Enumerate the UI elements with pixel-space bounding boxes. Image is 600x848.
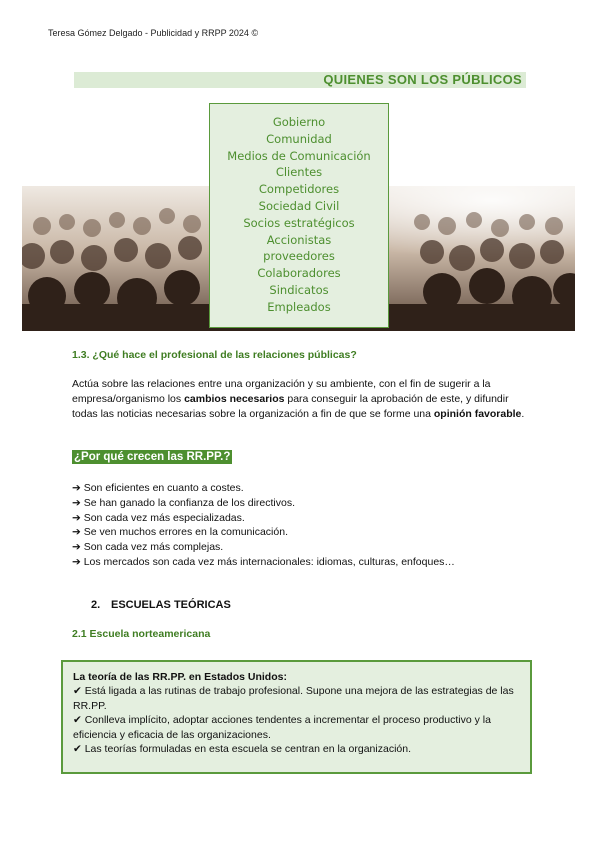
page-title: QUIENES SON LOS PÚBLICOS [323,72,522,87]
paragraph-text: . [521,408,525,420]
public-item: Medios de Comunicación [227,148,371,163]
why-item: ➔ Son eficientes en cuanto a costes. [72,482,244,494]
public-item: proveedores [263,249,335,264]
public-item: Comunidad [266,131,332,146]
theory-item: ✔ Las teorías formuladas en esta escuela se centran en la organización. [73,743,411,756]
title-bar [74,72,526,88]
why-item: ➔ Los mercados son cada vez más internacionales: idiomas, culturas, enfoques… [72,555,455,568]
why-item: ➔ Se han ganado la confianza de los directivos. [72,496,296,509]
paragraph-text: Actúa sobre las relaciones entre una organización y su ambiente, con el fin de sugerir a la empresa/organismo los [72,378,491,405]
theory-box [61,660,532,774]
theory-title: La teoría de las RR.PP. en Estados Unidos: [73,671,287,683]
public-item: Gobierno [272,115,326,129]
public-item: Socios estratégicos [243,215,355,230]
paragraph-bold-opinion: opinión favorable [433,408,522,420]
why-item: ➔ Se ven muchos errores en la comunicación. [72,526,288,539]
section-heading-2 [91,599,231,611]
public-item: Sociedad Civil [258,198,340,213]
why-item: ➔ Son cada vez más especializadas. [72,511,245,524]
section-number: 2. [91,599,101,611]
theory-items [73,684,524,757]
why-list [72,481,455,570]
paragraph-text: para conseguir la aprobación de este, y difundir todas las noticias necesarias sobre la organización a fin de que se forme una [72,393,509,420]
public-item: Empleados [267,299,331,314]
paragraph-bold-cambios: cambios necesarios [184,393,285,405]
public-item: Competidores [258,182,340,197]
theory-item: ✔ Conlleva implícito, adoptar acciones tendentes a incrementar el proceso productivo y la eficiencia y eficacia de las organizaciones. [73,714,491,741]
page-header: Teresa Gómez Delgado - Publicidad y RRPP 2024 © [48,28,259,38]
section-1-3-paragraph [72,377,528,422]
section-title: ESCUELAS TEÓRICAS [111,599,231,611]
why-item: ➔ Son cada vez más complejas. [72,541,224,554]
public-item: Accionistas [266,232,332,247]
publics-box [209,103,389,328]
public-item: Colaboradores [257,266,341,281]
why-heading: ¿Por qué crecen las RR.PP.? [74,451,231,463]
theory-item: ✔ Está ligada a las rutinas de trabajo profesional. Supone una mejora de las estrategias de las RR.PP. [73,685,514,712]
public-item: Clientes [275,165,323,180]
section-heading-2-1: 2.1 Escuela norteamericana [72,628,211,640]
publics-list [210,104,388,316]
section-heading-1-3: 1.3. ¿Qué hace el profesional de las relaciones públicas? [72,349,357,361]
public-item: Sindicatos [269,282,329,297]
